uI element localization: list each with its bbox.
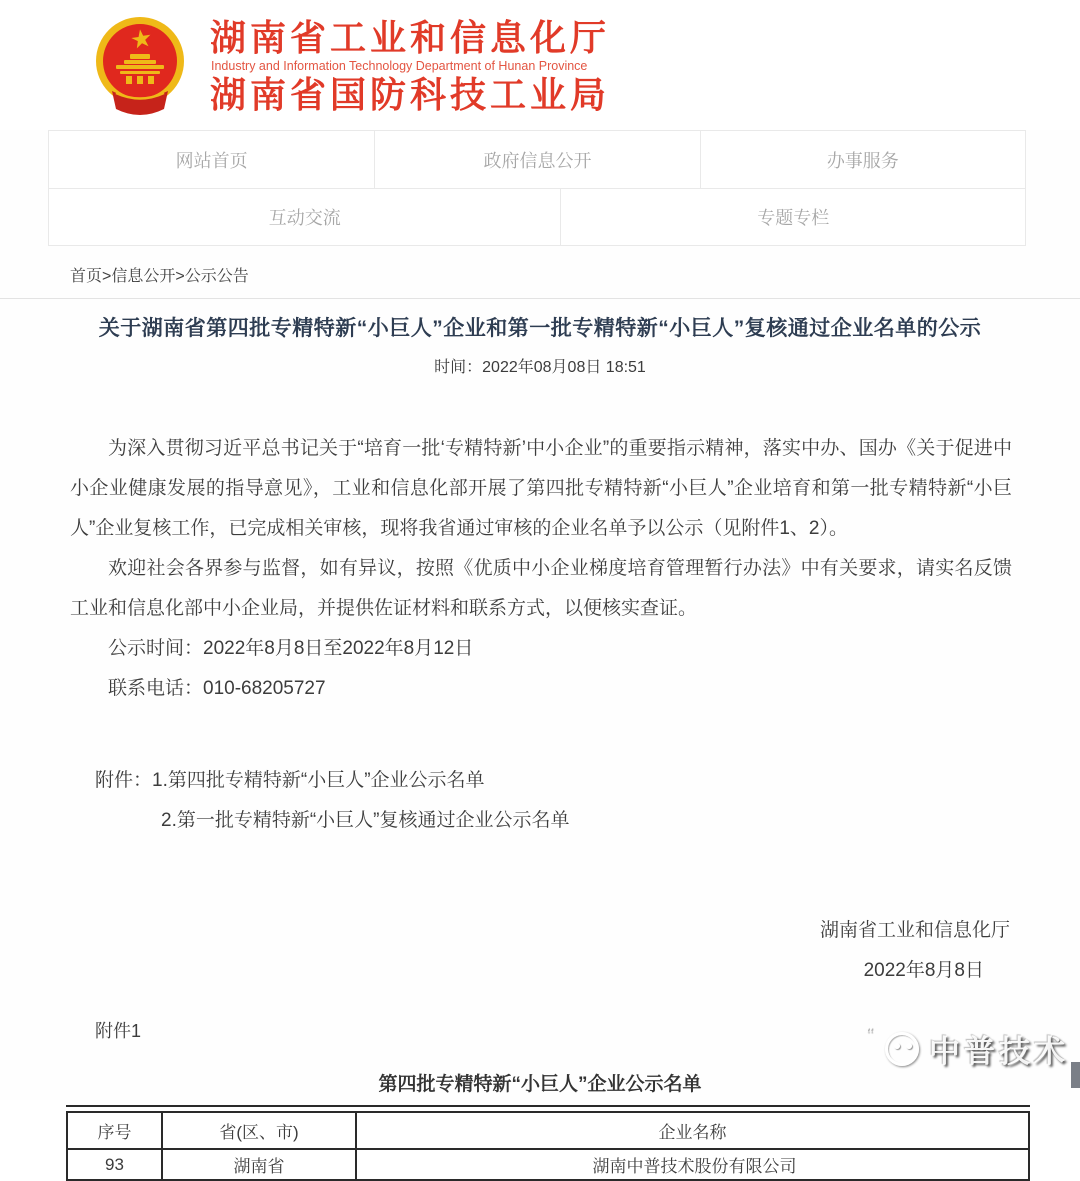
- appendix-1-label: 附件1: [95, 1021, 142, 1041]
- table-title: 第四批专精特新“小巨人”企业公示名单: [378, 1074, 702, 1095]
- org-name-line2: 湖南省国防科技工业局: [210, 73, 611, 115]
- document-body: [70, 429, 1012, 709]
- col-header-index: 序号: [67, 1112, 162, 1149]
- org-name-line1: 湖南省工业和信息化厅: [210, 16, 611, 58]
- org-name-english: Industry and Information Technology Department of Hunan Province: [211, 58, 588, 73]
- attachments-block: [95, 761, 1012, 841]
- col-header-company: 企业名称: [356, 1112, 1029, 1149]
- nav-item-services[interactable]: 办事服务: [700, 131, 1025, 188]
- signature-block: [0, 911, 1010, 991]
- attachment-line-1: [95, 761, 1012, 801]
- signature-org: 湖南省工业和信息化厅: [819, 920, 1010, 941]
- paragraph-1: 为深入贯彻习近平总书记关于“培育一批‘专精特新’中小企业”的重要指示精神，落实中办、国办《关于促进中小企业健康发展的指导意见》，工业和信息化部开展了第四批专精特新“小巨人”企业培育和第一批专精特新“小巨人”企业复核工作，已完成相关审核，现将我省通过审核的企业名单予以公示（见附件1、2）。: [70, 438, 1012, 539]
- nav-item-interaction[interactable]: 互动交流: [268, 208, 341, 228]
- site-header: [0, 0, 1080, 130]
- table-row: [67, 1149, 1029, 1180]
- main-navigation: [48, 130, 1026, 246]
- nav-row-2: [49, 188, 1025, 245]
- nav-item-gov-info[interactable]: 政府信息公开: [374, 131, 699, 188]
- publish-time: 时间：2022年08月08日 18:51: [434, 359, 646, 376]
- nav-item-home[interactable]: 网站首页: [175, 150, 248, 171]
- table-header-row: [67, 1112, 1029, 1149]
- org-title-block: [210, 16, 611, 115]
- page-title: 关于湖南省第四批专精特新“小巨人”企业和第一批专精特新“小巨人”复核通过企业名单的公示: [98, 317, 982, 340]
- attachment-line-2: [95, 801, 1012, 841]
- nav-item-special-columns[interactable]: 专题专栏: [560, 189, 1025, 245]
- publicity-period: 公示时间：2022年8月8日至2022年8月12日: [108, 638, 474, 659]
- breadcrumb[interactable]: 首页>信息公开>公示公告: [70, 268, 249, 285]
- watermark-text: 中普技术: [929, 1034, 1069, 1069]
- watermark-quote-marks: ‟: [866, 1022, 874, 1048]
- national-emblem-icon: [86, 13, 194, 119]
- enterprise-table-wrapper: [66, 1105, 1030, 1181]
- attachments-label: 附件：: [95, 770, 153, 791]
- col-header-province: 省(区、市): [162, 1112, 356, 1149]
- signature-date: 2022年8月8日: [863, 960, 984, 981]
- attachment-link-1[interactable]: 1.第四批专精特新“小巨人”企业公示名单: [152, 770, 485, 791]
- cell-company: 湖南中普技术股份有限公司: [356, 1149, 1029, 1180]
- breadcrumb-divider: [0, 298, 1080, 299]
- cell-index: 93: [67, 1149, 162, 1180]
- scrollbar-thumb[interactable]: [1071, 1062, 1080, 1088]
- contact-phone: 联系电话：010-68205727: [108, 678, 326, 699]
- cell-province: 湖南省: [162, 1149, 356, 1180]
- enterprise-table: [66, 1111, 1030, 1181]
- attachment-link-2[interactable]: 2.第一批专精特新“小巨人”复核通过企业公示名单: [161, 810, 570, 831]
- paragraph-2: 欢迎社会各界参与监督，如有异议，按照《优质中小企业梯度培育管理暂行办法》中有关要求，请实名反馈工业和信息化部中小企业局，并提供佐证材料和联系方式，以便核实查证。: [70, 558, 1012, 619]
- nav-row-1: [49, 131, 1025, 188]
